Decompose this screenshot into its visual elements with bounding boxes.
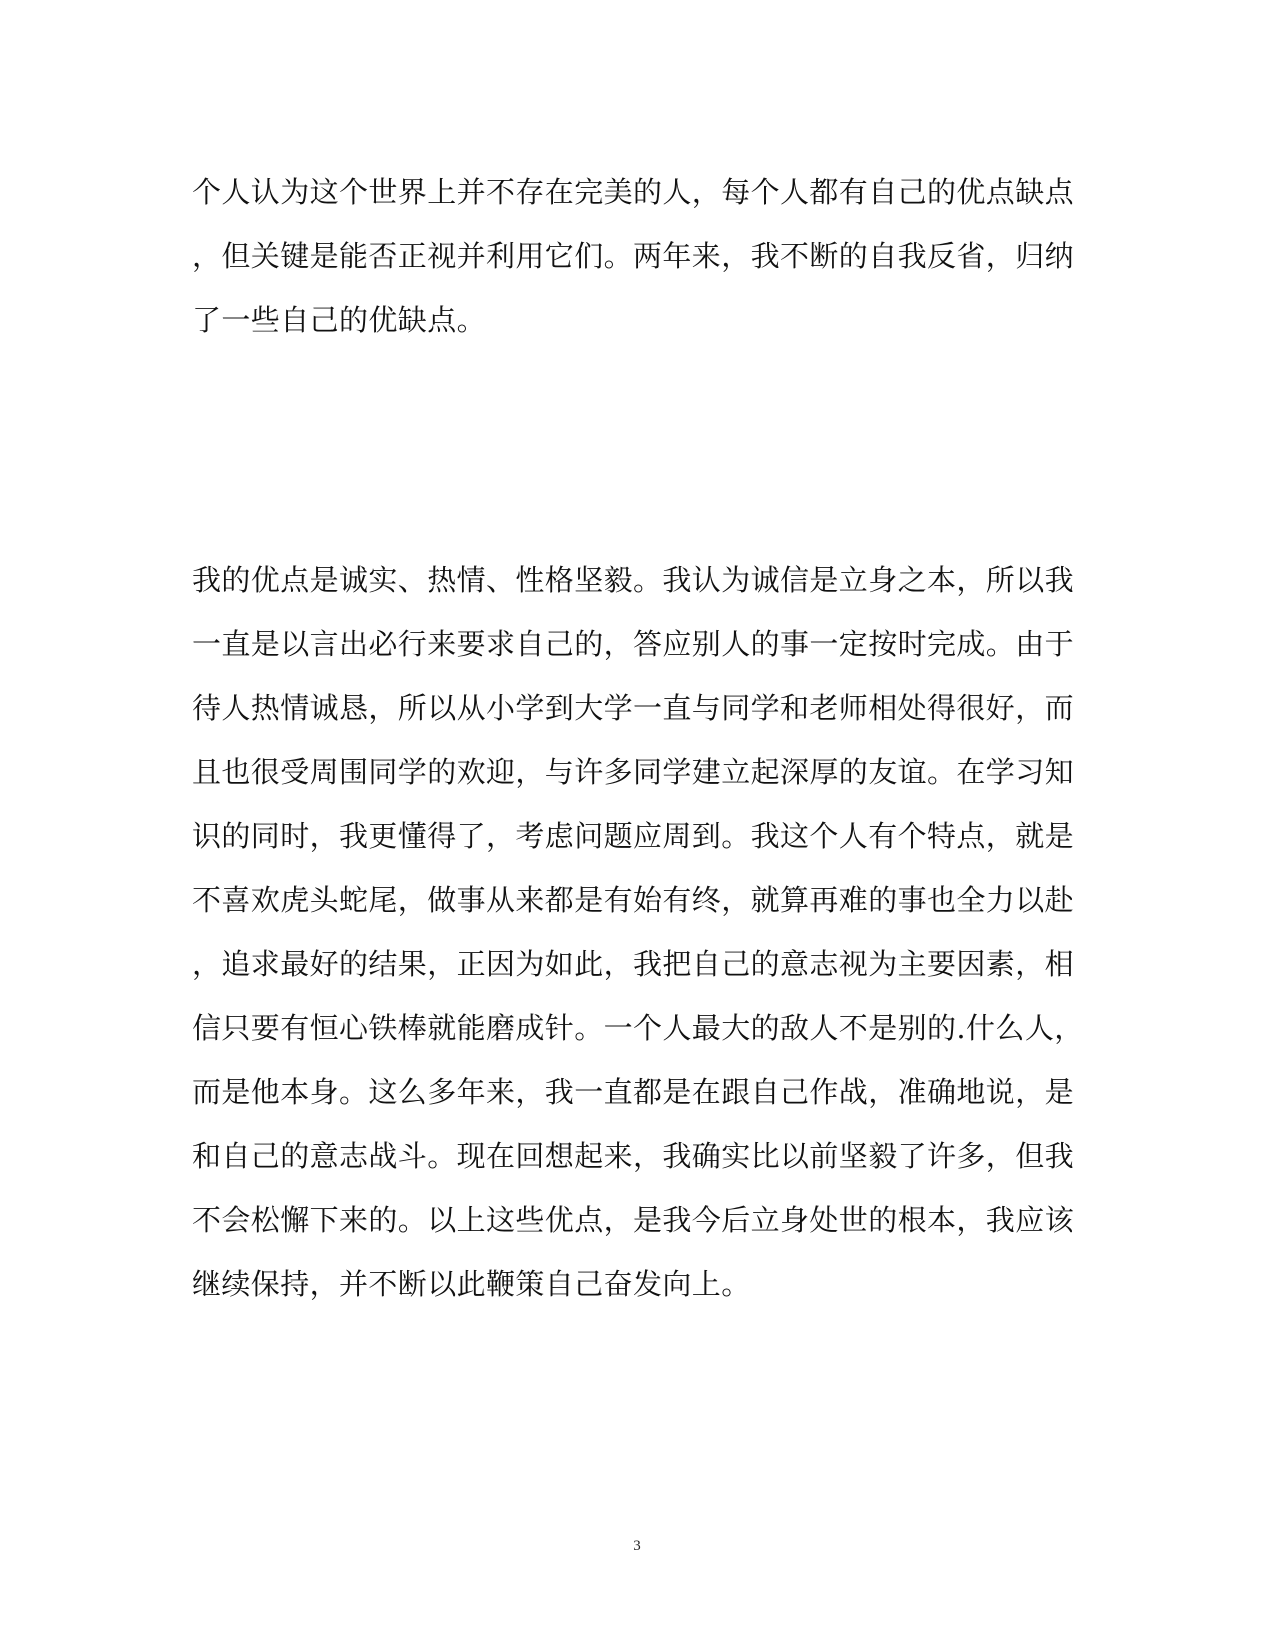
text-line: 不会松懈下来的。以上这些优点，是我今后立身处世的根本，我应该 <box>192 1203 1075 1237</box>
text-line: 继续保持，并不断以此鞭策自己奋发向上。 <box>192 1267 751 1301</box>
text-line: 识的同时，我更懂得了，考虑问题应周到。我这个人有个特点，就是 <box>192 819 1075 853</box>
text-line: 个人认为这个世界上并不存在完美的人，每个人都有自己的优点缺点 <box>192 175 1075 209</box>
text-line: 信只要有恒心铁棒就能磨成针。一个人最大的敌人不是别的.什么人， <box>192 1011 1084 1045</box>
text-line: 我的优点是诚实、热情、性格坚毅。我认为诚信是立身之本，所以我 <box>192 563 1075 597</box>
paragraph-strengths <box>192 548 1084 1316</box>
text-line: ，追求最好的结果，正因为如此，我把自己的意志视为主要因素，相 <box>192 947 1075 981</box>
page-number: 3 <box>633 1538 641 1554</box>
text-line: 一直是以言出必行来要求自己的，答应别人的事一定按时完成。由于 <box>192 627 1075 661</box>
text-line: ，但关键是能否正视并利用它们。两年来，我不断的自我反省，归纳 <box>192 239 1075 273</box>
paragraph-intro <box>192 160 1075 352</box>
text-line: 而是他本身。这么多年来，我一直都是在跟自己作战，准确地说，是 <box>192 1075 1075 1109</box>
text-line: 待人热情诚恳，所以从小学到大学一直与同学和老师相处得很好，而 <box>192 691 1075 725</box>
text-line: 和自己的意志战斗。现在回想起来，我确实比以前坚毅了许多，但我 <box>192 1139 1075 1173</box>
text-line: 不喜欢虎头蛇尾，做事从来都是有始有终，就算再难的事也全力以赴 <box>192 883 1075 917</box>
text-line: 且也很受周围同学的欢迎，与许多同学建立起深厚的友谊。在学习知 <box>192 755 1075 789</box>
text-line: 了一些自己的优缺点。 <box>192 303 487 337</box>
